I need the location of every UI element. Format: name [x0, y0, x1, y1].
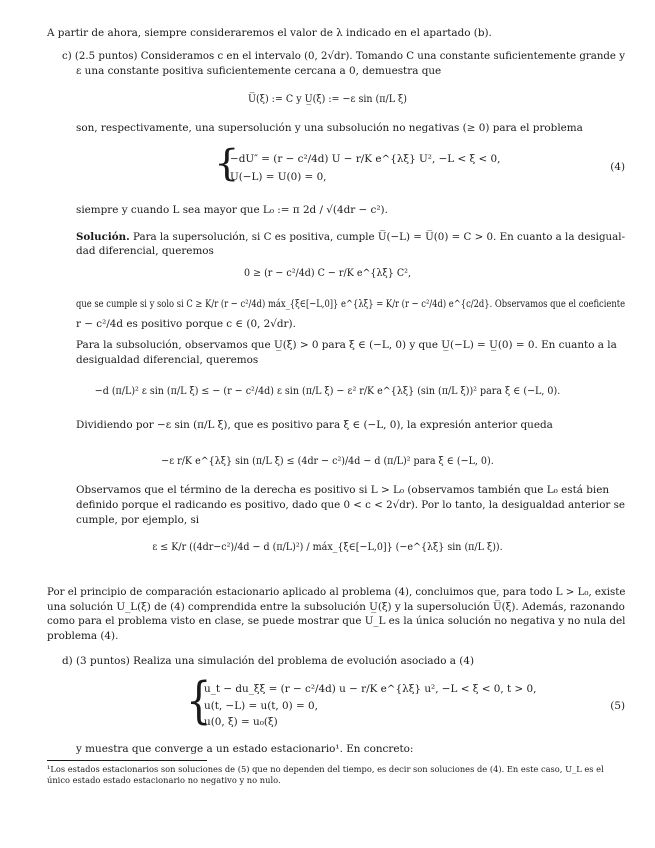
solution-line-2: dad diferencial, queremos [76, 245, 214, 257]
equation-super-sub: U̅(ξ) := C y U̲(ξ) := −ε sin (π/L ξ) [247, 93, 408, 105]
eq4-line-1: −dU″ = (r − c²/4d) U − r/K e^{λξ} U², −L < ξ < 0, [230, 153, 501, 165]
item-c-line-3: son, respectivamente, una supersolución y una subsolución no negativas (≥ 0) para el problema [76, 122, 583, 134]
solution-line-7: Dividiendo por −ε sin (π/L ξ), que es positivo para ξ ∈ (−L, 0), la expresión anterior queda [76, 419, 553, 431]
solution-text-1: Para la supersolución, si C es positiva, cumple U̅(−L) = U̅(0) = C > 0. En cuanto a la desigual- [132, 231, 626, 243]
solution-line-1 [76, 230, 625, 245]
paragraph-line-3: como para el problema visto en clase, se puede mostrar que U_L es la única solución no negativa y no nula del [47, 615, 626, 627]
solution-line-6: desigualdad diferencial, queremos [76, 354, 259, 366]
solution-line-8: Observamos que el término de la derecha es positivo si L > L₀ (observamos también que L₀ está bien [76, 484, 610, 496]
solution-label: Solución. [76, 231, 130, 243]
eq5-line-1: u_t − du_ξξ = (r − c²/4d) u − r/K e^{λξ} u², −L < ξ < 0, t > 0, [204, 683, 537, 695]
paragraph-line-2: una solución U_L(ξ) de (4) comprendida entre la subsolución U̲(ξ) y la supersolución U̅(ξ). Además, razonando [47, 601, 625, 613]
item-d-line-1: d) (3 puntos) Realiza una simulación del problema de evolución asociado a (4) [62, 655, 475, 667]
eq4-number: (4) [610, 161, 625, 173]
eq5-number: (5) [610, 700, 625, 712]
eq4-line-2: U(−L) = U(0) = 0, [230, 171, 327, 183]
intro-line: A partir de ahora, siempre consideraremos el valor de λ indicado en el apartado (b). [47, 27, 492, 39]
equation-s2: −d (π/L)² ε sin (π/L ξ) ≤ − (r − c²/4d) ε sin (π/L ξ) − ε² r/K e^{λξ} (sin (π/L ξ))² para ξ ∈ (−L, 0). [94, 385, 561, 397]
eq5-line-3: u(0, ξ) = u₀(ξ) [204, 716, 278, 728]
footnote-rule [47, 760, 207, 761]
brace-eq4: { [214, 143, 240, 185]
paragraph-line-4: problema (4). [47, 630, 119, 642]
solution-line-10: cumple, por ejemplo, si [76, 514, 200, 526]
solution-line-3: que se cumple si y solo si C ≥ K/r (r − c²/4d) máx_{ξ∈[−L,0]} e^{λξ} = K/r (r − c²/4d) e^{c/2d}. Observamos que el coeficiente [76, 298, 626, 310]
solution-line-4: r − c²/4d es positivo porque c ∈ (0, 2√dr). [76, 318, 296, 330]
equation-s4: ε ≤ K/r ((4dr−c²)/4d − d (π/L)²) / máx_{ξ∈[−L,0]} (−e^{λξ} sin (π/L ξ)). [152, 541, 503, 553]
item-c-line-1: c) (2.5 puntos) Consideramos c en el intervalo (0, 2√dr). Tomando C una constante suficientemente grande y [62, 50, 625, 62]
brace-eq5: { [186, 672, 212, 730]
footnote-line-2: único estado estado estacionario no negativo y no nulo. [47, 775, 281, 785]
item-c-line-4: siempre y cuando L sea mayor que L₀ := π 2d / √(4dr − c²). [76, 204, 388, 216]
item-c-line-2: ε una constante positiva suficientemente cercana a 0, demuestra que [76, 65, 442, 77]
eq5-line-2: u(t, −L) = u(t, 0) = 0, [204, 700, 318, 712]
paragraph-line-1: Por el principio de comparación estacionario aplicado al problema (4), concluimos que, para todo L > L₀, existe [47, 586, 626, 598]
equation-s1: 0 ≥ (r − c²/4d) C − r/K e^{λξ} C², [244, 267, 411, 279]
solution-line-9: definido porque el radicando es positivo, dado que 0 < c < 2√dr). Por lo tanto, la desigualdad anterior se [76, 499, 625, 511]
footnote-line-1: ¹Los estados estacionarios son soluciones de (5) que no dependen del tiempo, es decir son soluciones de (4). En este caso, U_L es el [47, 764, 604, 774]
item-d-line-2: y muestra que converge a un estado estacionario¹. En concreto: [76, 743, 414, 755]
solution-line-5: Para la subsolución, observamos que U̲(ξ) > 0 para ξ ∈ (−L, 0) y que U̲(−L) = U̲(0) = 0. En cuanto a la [76, 339, 617, 351]
equation-s3: −ε r/K e^{λξ} sin (π/L ξ) ≤ (4dr − c²)/4d − d (π/L)² para ξ ∈ (−L, 0). [161, 455, 494, 467]
